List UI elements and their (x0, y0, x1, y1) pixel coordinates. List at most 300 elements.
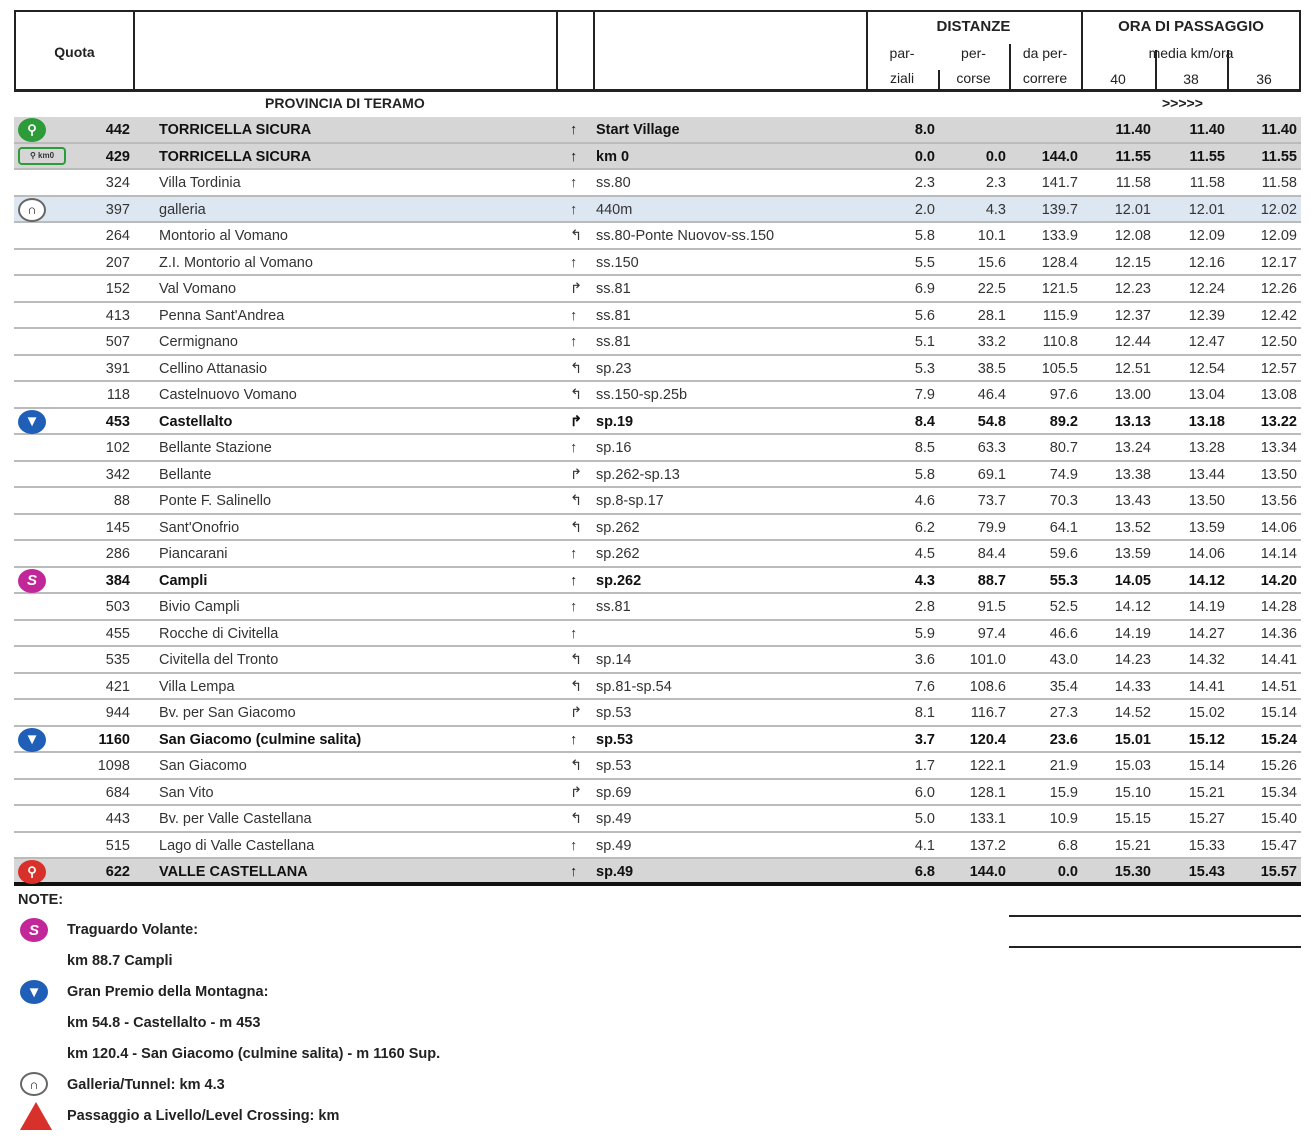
note-crossing: Passaggio a Livello/Level Crossing: km (67, 1108, 340, 1124)
gpm-icon: ▼ (18, 728, 50, 752)
table-row (14, 303, 1301, 330)
t38-cell: 15.27 (1188, 811, 1225, 827)
t36-cell: 14.51 (1260, 678, 1297, 695)
dir-cell: ↑ (570, 334, 578, 350)
t36-cell: 12.02 (1260, 201, 1297, 218)
road-cell: sp.262 (596, 546, 640, 562)
name-cell: Castellalto (159, 413, 233, 430)
table-row (14, 568, 1301, 595)
t38-cell: 15.21 (1188, 784, 1225, 801)
notes-title: NOTE: (18, 892, 64, 908)
t40-cell: 11.55 (1115, 148, 1151, 165)
dir-cell: ↑ (570, 148, 578, 165)
table-row (14, 276, 1301, 303)
perc-cell: 101.0 (969, 652, 1006, 668)
perc-cell: 79.9 (977, 519, 1006, 536)
dir-cell: ↱ (570, 466, 583, 483)
direction-marker: >>>>> (1162, 95, 1203, 111)
quota-cell: 88 (113, 493, 130, 509)
t38-cell: 12.24 (1188, 281, 1225, 297)
note-tunnel: Galleria/Tunnel: km 4.3 (67, 1077, 225, 1093)
name-cell: Cellino Attanasio (159, 360, 268, 377)
table-row (14, 144, 1301, 171)
road-cell: ss.150-sp.25b (596, 387, 688, 403)
road-cell: ss.81 (596, 307, 631, 324)
t36-cell: 15.57 (1260, 864, 1297, 880)
road-cell: km 0 (596, 148, 630, 165)
t38-cell: 15.33 (1188, 837, 1225, 854)
t38-cell: 12.54 (1188, 360, 1225, 377)
dir-cell: ↑ (570, 122, 578, 138)
t36-cell: 14.36 (1260, 625, 1297, 642)
t36-cell: 14.41 (1260, 652, 1297, 668)
table-row (14, 700, 1301, 727)
t38-cell: 12.09 (1188, 228, 1225, 244)
da-cell: 27.3 (1049, 705, 1078, 721)
quota-cell: 684 (105, 784, 130, 801)
table-row (14, 488, 1301, 515)
divider-line (1009, 915, 1301, 917)
road-cell: sp.23 (596, 360, 632, 377)
dir-cell: ↰ (570, 493, 583, 509)
t38-cell: 13.50 (1188, 493, 1225, 509)
par-cell: 3.6 (914, 652, 935, 668)
dir-cell: ↑ (570, 625, 578, 642)
t40-cell: 13.38 (1114, 466, 1151, 483)
par-cell: 4.6 (914, 493, 935, 509)
perc-cell: 122.1 (969, 758, 1006, 774)
t38-cell: 13.28 (1188, 440, 1225, 456)
par-cell: 6.9 (914, 281, 935, 297)
perc-cell: 97.4 (977, 625, 1006, 642)
t36-cell: 15.24 (1260, 731, 1297, 748)
table-row (14, 727, 1301, 754)
table-row (14, 117, 1301, 144)
par-cell: 0.0 (914, 148, 935, 165)
table-row (14, 329, 1301, 356)
da-cell: 43.0 (1049, 652, 1078, 668)
dir-cell: ↰ (570, 360, 583, 377)
par-cell: 5.5 (914, 254, 935, 271)
table-row (14, 435, 1301, 462)
da-cell: 52.5 (1049, 599, 1078, 615)
t36-cell: 12.50 (1260, 334, 1297, 350)
par-cell: 8.0 (914, 122, 935, 138)
name-cell: TORRICELLA SICURA (159, 122, 312, 138)
name-cell: Bellante Stazione (159, 440, 272, 456)
road-cell: sp.262 (596, 519, 640, 536)
t36-cell: 11.40 (1261, 122, 1297, 138)
perc-cell: 120.4 (969, 731, 1006, 748)
perc-cell: 10.1 (977, 228, 1006, 244)
par-cell: 6.0 (914, 784, 935, 801)
perc-cell: 2.3 (985, 175, 1006, 191)
perc-cell: 54.8 (977, 413, 1006, 430)
quota-cell: 443 (105, 811, 130, 827)
road-cell: sp.8-sp.17 (596, 493, 664, 509)
t36-cell: 13.08 (1260, 387, 1297, 403)
da-percorrere-header-1: da per- (1022, 45, 1068, 61)
t40-cell: 12.01 (1114, 201, 1151, 218)
name-cell: Villa Tordinia (159, 175, 241, 191)
da-cell: 128.4 (1041, 254, 1078, 271)
table-row (14, 356, 1301, 383)
t40-cell: 15.15 (1114, 811, 1151, 827)
dir-cell: ↰ (570, 228, 583, 244)
table-row (14, 753, 1301, 780)
table-row (14, 223, 1301, 250)
da-cell: 0.0 (1057, 864, 1078, 880)
t38-cell: 12.01 (1188, 201, 1225, 218)
da-cell: 46.6 (1049, 625, 1078, 642)
t36-cell: 15.47 (1260, 837, 1297, 854)
quota-cell: 286 (105, 546, 130, 562)
t38-cell: 12.16 (1188, 254, 1225, 271)
t36-cell: 14.14 (1260, 546, 1297, 562)
table-row (14, 806, 1301, 833)
quota-cell: 102 (105, 440, 130, 456)
par-cell: 8.5 (914, 440, 935, 456)
t36-cell: 15.40 (1260, 811, 1297, 827)
perc-cell: 137.2 (969, 837, 1006, 854)
province-label: PROVINCIA DI TERAMO (265, 95, 425, 111)
par-cell: 7.9 (914, 387, 935, 403)
table-row (14, 647, 1301, 674)
t40-cell: 15.01 (1114, 731, 1151, 748)
quota-cell: 507 (105, 334, 130, 350)
da-cell: 115.9 (1042, 307, 1078, 324)
road-cell: ss.150 (596, 254, 639, 271)
t36-cell: 12.42 (1260, 307, 1297, 324)
t36-cell: 14.28 (1260, 599, 1297, 615)
da-cell: 59.6 (1049, 546, 1078, 562)
par-cell: 2.3 (914, 175, 935, 191)
table-row (14, 780, 1301, 807)
t38-cell: 11.55 (1189, 148, 1225, 165)
dir-cell: ↰ (570, 652, 583, 668)
note-gpm-label: Gran Premio della Montagna: (67, 984, 269, 1000)
sprint-icon: S (18, 569, 50, 593)
dir-cell: ↱ (570, 705, 583, 721)
par-cell: 3.7 (914, 731, 935, 748)
road-cell: sp.53 (596, 758, 632, 774)
t40-cell: 11.58 (1115, 175, 1151, 191)
name-cell: Bv. per Valle Castellana (159, 811, 312, 827)
perc-cell: 69.1 (977, 466, 1006, 483)
par-cell: 5.0 (914, 811, 935, 827)
name-cell: Bellante (159, 466, 212, 483)
quota-cell: 324 (105, 175, 130, 191)
da-cell: 70.3 (1049, 493, 1078, 509)
par-cell: 8.4 (914, 413, 935, 430)
perc-cell: 84.4 (977, 546, 1006, 562)
name-cell: Lago di Valle Castellana (159, 837, 315, 854)
quota-cell: 145 (105, 519, 130, 536)
finish-icon: ⚲ (18, 860, 50, 884)
road-cell: sp.262-sp.13 (596, 466, 680, 483)
name-cell: Campli (159, 572, 208, 589)
t40-cell: 12.23 (1114, 281, 1151, 297)
da-cell: 15.9 (1049, 784, 1078, 801)
t40-cell: 14.33 (1114, 678, 1151, 695)
road-cell: sp.49 (596, 837, 632, 854)
perc-cell: 116.7 (970, 705, 1006, 721)
perc-cell: 128.1 (969, 784, 1006, 801)
dir-cell: ↰ (570, 758, 583, 774)
quota-cell: 442 (105, 122, 130, 138)
table-row (14, 833, 1301, 860)
t38-cell: 14.41 (1188, 678, 1225, 695)
level-crossing-icon (20, 1102, 52, 1130)
dir-cell: ↰ (570, 811, 583, 827)
par-cell: 6.8 (914, 864, 935, 880)
t36-cell: 13.56 (1260, 493, 1297, 509)
quota-cell: 397 (105, 201, 130, 218)
dir-cell: ↑ (570, 599, 578, 615)
t36-cell: 12.26 (1260, 281, 1297, 297)
quota-cell: 515 (105, 837, 130, 854)
quota-cell: 1098 (97, 758, 130, 774)
name-cell: Sant'Onofrio (159, 519, 240, 536)
name-cell: galleria (159, 201, 206, 218)
da-cell: 105.5 (1041, 360, 1078, 377)
par-cell: 7.6 (914, 678, 935, 695)
quota-cell: 264 (105, 228, 130, 244)
road-cell: ss.81 (596, 334, 631, 350)
t38-cell: 13.04 (1188, 387, 1225, 403)
t40-cell: 13.00 (1114, 387, 1151, 403)
da-cell: 144.0 (1041, 148, 1078, 165)
t38-cell: 15.43 (1188, 864, 1225, 880)
da-cell: 141.7 (1041, 175, 1078, 191)
road-cell: sp.262 (596, 572, 642, 589)
quota-cell: 384 (105, 572, 130, 589)
perc-cell: 15.6 (977, 254, 1006, 271)
t40-cell: 13.24 (1114, 440, 1151, 456)
da-cell: 133.9 (1041, 228, 1078, 244)
par-cell: 5.3 (914, 360, 935, 377)
t38-cell: 14.32 (1188, 652, 1225, 668)
perc-cell: 28.1 (977, 307, 1006, 324)
road-cell: Start Village (596, 122, 680, 138)
perc-cell: 22.5 (977, 281, 1006, 297)
table-row (14, 250, 1301, 277)
t40-cell: 12.08 (1114, 228, 1151, 244)
note-sprint-label: Traguardo Volante: (67, 922, 199, 938)
table-row (14, 197, 1301, 224)
da-cell: 21.9 (1049, 758, 1078, 774)
da-cell: 35.4 (1049, 678, 1078, 695)
dir-cell: ↑ (570, 837, 578, 854)
t38-cell: 11.58 (1189, 175, 1225, 191)
t36-cell: 12.09 (1260, 228, 1297, 244)
par-cell: 1.7 (914, 758, 935, 774)
par-cell: 4.1 (914, 837, 935, 854)
table-row (14, 674, 1301, 701)
da-cell: 97.6 (1049, 387, 1078, 403)
ora-passaggio-header: ORA DI PASSAGGIO (1118, 18, 1264, 35)
tunnel-icon: ∩ (20, 1072, 48, 1096)
name-cell: Castelnuovo Vomano (159, 387, 297, 403)
da-cell: 64.1 (1049, 519, 1078, 536)
speed-36-header: 36 (1256, 71, 1272, 87)
quota-cell: 421 (105, 678, 130, 695)
table-header (14, 10, 1301, 92)
dir-cell: ↱ (570, 281, 583, 297)
par-cell: 5.8 (914, 466, 935, 483)
t40-cell: 15.30 (1114, 864, 1151, 880)
name-cell: VALLE CASTELLANA (159, 864, 308, 880)
table-row (14, 859, 1301, 886)
par-cell: 5.8 (914, 228, 935, 244)
t40-cell: 11.40 (1115, 122, 1151, 138)
name-cell: San Giacomo (culmine salita) (159, 731, 362, 748)
dir-cell: ↰ (570, 387, 583, 403)
perc-cell: 0.0 (985, 148, 1006, 165)
dir-cell: ↑ (570, 254, 578, 271)
dir-cell: ↱ (570, 784, 583, 801)
quota-header: Quota (54, 44, 95, 60)
par-cell: 6.2 (914, 519, 935, 536)
t38-cell: 12.47 (1188, 334, 1225, 350)
media-header: media km/ora (1148, 45, 1234, 61)
sprint-icon: S (20, 918, 48, 942)
gpm-icon: ▼ (20, 980, 48, 1004)
name-cell: San Giacomo (159, 758, 247, 774)
quota-cell: 453 (105, 413, 130, 430)
t36-cell: 12.17 (1260, 254, 1297, 271)
quota-cell: 413 (105, 307, 130, 324)
road-cell: ss.81 (596, 599, 631, 615)
table-row (14, 170, 1301, 197)
t40-cell: 13.52 (1114, 519, 1151, 536)
t38-cell: 14.27 (1188, 625, 1225, 642)
road-cell: sp.53 (596, 731, 634, 748)
km0-icon: ⚲ km0 (18, 145, 50, 169)
t36-cell: 11.55 (1261, 148, 1297, 165)
da-cell: 23.6 (1049, 731, 1078, 748)
name-cell: Val Vomano (159, 281, 237, 297)
da-percorrere-header-2: correre (1022, 70, 1068, 86)
table-row (14, 462, 1301, 489)
table-row (14, 409, 1301, 436)
percorse-header-2: corse (956, 70, 991, 86)
da-cell: 89.2 (1049, 413, 1078, 430)
name-cell: Bv. per San Giacomo (159, 705, 296, 721)
t38-cell: 15.12 (1188, 731, 1225, 748)
table-row (14, 594, 1301, 621)
t36-cell: 15.26 (1260, 758, 1297, 774)
name-cell: San Vito (159, 784, 214, 801)
quota-cell: 342 (105, 466, 130, 483)
t40-cell: 14.52 (1114, 705, 1151, 721)
t36-cell: 14.06 (1260, 519, 1297, 536)
da-cell: 110.8 (1042, 334, 1078, 350)
da-cell: 55.3 (1049, 572, 1078, 589)
name-cell: TORRICELLA SICURA (159, 148, 312, 165)
dir-cell: ↑ (570, 440, 578, 456)
t38-cell: 13.18 (1188, 413, 1225, 430)
quota-cell: 455 (105, 625, 130, 642)
name-cell: Piancarani (159, 546, 228, 562)
quota-cell: 152 (105, 281, 130, 297)
road-cell: ss.80 (596, 175, 631, 191)
dir-cell: ↱ (570, 413, 583, 430)
quota-cell: 944 (105, 705, 130, 721)
t36-cell: 13.50 (1260, 466, 1297, 483)
t40-cell: 12.51 (1114, 360, 1151, 377)
quota-cell: 535 (105, 652, 130, 668)
da-cell: 121.5 (1041, 281, 1078, 297)
par-cell: 8.1 (914, 705, 935, 721)
dir-cell: ↑ (570, 201, 578, 218)
t40-cell: 13.13 (1114, 413, 1151, 430)
perc-cell: 73.7 (977, 493, 1006, 509)
name-cell: Civitella del Tronto (159, 652, 279, 668)
t38-cell: 12.39 (1188, 307, 1225, 324)
dir-cell: ↑ (570, 864, 578, 880)
par-cell: 5.1 (914, 334, 935, 350)
table-row (14, 621, 1301, 648)
name-cell: Villa Lempa (159, 678, 235, 695)
table-row (14, 541, 1301, 568)
t40-cell: 14.23 (1114, 652, 1151, 668)
perc-cell: 33.2 (977, 334, 1006, 350)
t36-cell: 15.34 (1260, 784, 1297, 801)
parziali-header-2: ziali (889, 70, 915, 86)
itinerary-table (14, 117, 1301, 886)
name-cell: Montorio al Vomano (159, 228, 288, 244)
da-cell: 10.9 (1049, 811, 1078, 827)
t40-cell: 12.44 (1114, 334, 1151, 350)
par-cell: 5.9 (914, 625, 935, 642)
t40-cell: 14.05 (1114, 572, 1151, 589)
par-cell: 4.5 (914, 546, 935, 562)
road-cell: sp.69 (596, 784, 632, 801)
name-cell: Z.I. Montorio al Vomano (159, 254, 313, 271)
t36-cell: 11.58 (1261, 175, 1297, 191)
dir-cell: ↑ (570, 307, 578, 324)
speed-38-header: 38 (1183, 71, 1199, 87)
t38-cell: 11.40 (1189, 122, 1225, 138)
da-cell: 74.9 (1049, 466, 1078, 483)
t38-cell: 14.12 (1188, 572, 1225, 589)
quota-cell: 207 (105, 254, 130, 271)
road-cell: sp.49 (596, 811, 632, 827)
table-row (14, 382, 1301, 409)
perc-cell: 63.3 (977, 440, 1006, 456)
t36-cell: 13.22 (1260, 413, 1297, 430)
quota-cell: 1160 (98, 731, 130, 748)
t40-cell: 15.10 (1114, 784, 1151, 801)
t40-cell: 14.19 (1114, 625, 1151, 642)
t38-cell: 13.44 (1188, 466, 1225, 483)
note-gpm-1: km 54.8 - Castellalto - m 453 (67, 1015, 261, 1031)
dir-cell: ↰ (570, 678, 583, 695)
t36-cell: 13.34 (1260, 440, 1297, 456)
table-row (14, 515, 1301, 542)
perc-cell: 46.4 (977, 387, 1006, 403)
note-sprint-detail: km 88.7 Campli (67, 953, 173, 969)
road-cell: sp.81-sp.54 (596, 678, 672, 695)
perc-cell: 108.6 (969, 678, 1006, 695)
road-cell: ss.80-Ponte Nuovov-ss.150 (596, 228, 775, 244)
name-cell: Bivio Campli (159, 599, 240, 615)
t38-cell: 15.02 (1188, 705, 1225, 721)
gpm-icon: ▼ (18, 410, 50, 434)
t38-cell: 14.06 (1188, 546, 1225, 562)
dir-cell: ↑ (570, 546, 578, 562)
